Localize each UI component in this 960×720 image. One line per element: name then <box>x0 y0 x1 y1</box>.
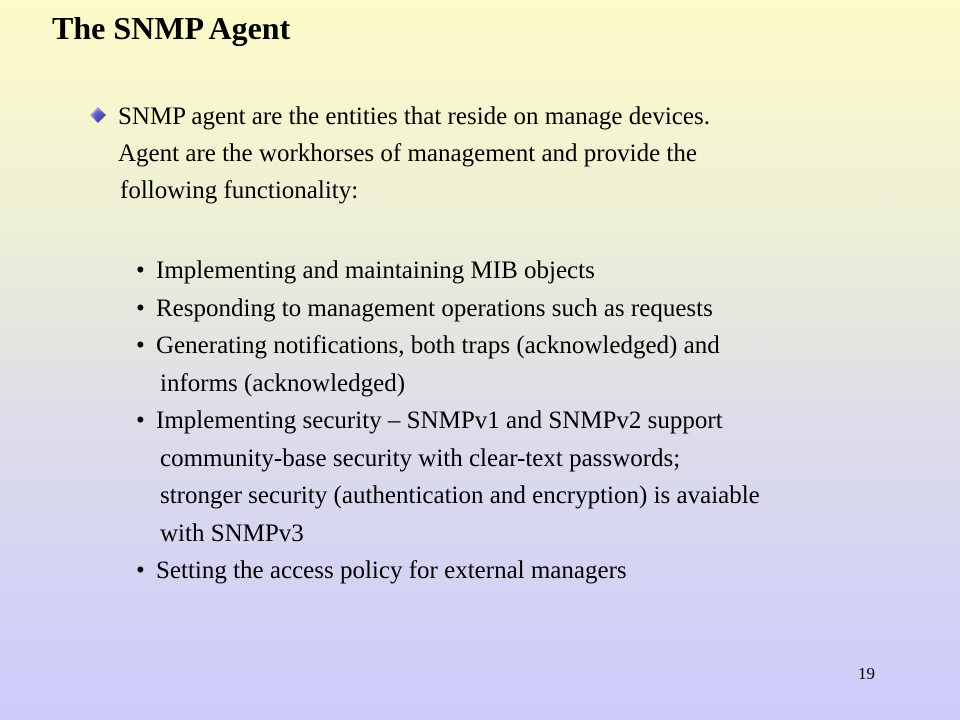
bullet-icon: • <box>136 257 145 284</box>
list-item <box>136 402 936 552</box>
list-item-continuation: with SNMPv3 <box>160 519 304 547</box>
bullet-icon: • <box>136 332 145 359</box>
list-item-text: Implementing and maintaining MIB objects <box>156 257 595 284</box>
list-item <box>136 290 936 328</box>
list-item <box>136 327 936 402</box>
sub-point-list <box>136 252 936 590</box>
list-item-text: Responding to management operations such as requests <box>156 294 713 322</box>
list-item-text: Setting the access policy for external managers <box>156 557 627 584</box>
main-point <box>118 98 918 209</box>
list-item-continuation: informs (acknowledged) <box>160 369 406 397</box>
bullet-icon: • <box>136 557 145 584</box>
main-point-line: Agent are the workhorses of management and provide the <box>118 140 697 167</box>
list-item-continuation: stronger security (authentication and encryption) is avaiable <box>160 482 760 509</box>
main-point-line: SNMP agent are the entities that reside on manage devices. <box>118 103 710 130</box>
page-number: 19 <box>858 664 875 683</box>
bullet-icon: • <box>136 294 145 322</box>
list-item-text: Generating notifications, both traps (acknowledged) and <box>156 332 720 359</box>
slide-title: The SNMP Agent <box>52 10 291 46</box>
list-item-continuation: community-base security with clear-text passwords; <box>160 444 681 472</box>
list-item <box>136 252 936 290</box>
list-item <box>136 552 936 590</box>
list-item-text: Implementing security – SNMPv1 and SNMPv2 support <box>156 407 723 434</box>
main-point-line: following functionality: <box>120 177 359 204</box>
diamond-bullet-icon <box>90 107 106 123</box>
bullet-icon: • <box>136 407 145 434</box>
